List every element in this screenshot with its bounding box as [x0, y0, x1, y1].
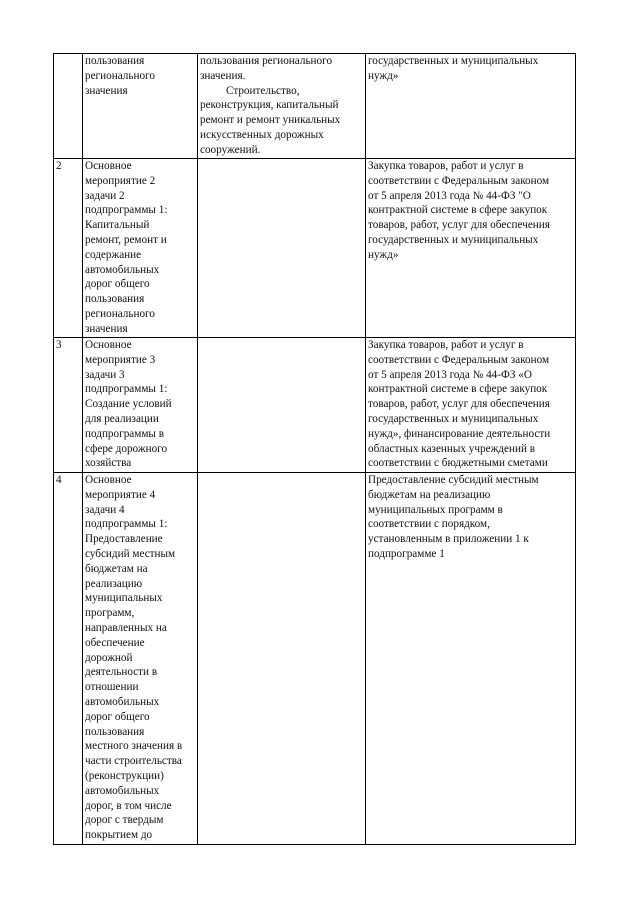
- event-line: части строительства: [85, 755, 182, 768]
- event-line: дорог с твердым: [85, 814, 164, 827]
- row-number-cell: [54, 159, 83, 338]
- mechanism-line: контрактной системе в сфере закупок: [368, 383, 548, 396]
- event-line: дорог общего: [85, 710, 150, 723]
- row-number: 4: [56, 474, 62, 486]
- event-line: хозяйства: [85, 457, 132, 470]
- event-line: дорожной: [85, 651, 133, 664]
- mechanism-line: от 5 апреля 2013 года № 44-ФЗ "О: [368, 189, 531, 202]
- event-line: значения: [85, 84, 128, 97]
- mechanism-line: государственных и муниципальных: [368, 412, 539, 425]
- mechanism-line: соответствии с порядком,: [368, 518, 490, 531]
- event-line: обеспечение: [85, 636, 145, 649]
- mechanism-line: установленным в приложении 1 к: [368, 533, 529, 546]
- content-cell: [198, 54, 366, 159]
- event-line: деятельности в: [85, 666, 158, 679]
- content-line: Строительство,: [226, 84, 300, 97]
- mechanism-line: областных казенных учреждений в: [368, 442, 536, 455]
- event-cell: [83, 159, 198, 338]
- event-line: содержание: [85, 248, 142, 261]
- event-line: подпрограммы в: [85, 427, 165, 440]
- row-number-cell: [54, 338, 83, 473]
- content-line: искусственных дорожных: [200, 128, 324, 141]
- mechanism-line: государственных и муниципальных: [368, 55, 539, 67]
- table-row: [54, 54, 576, 159]
- event-line: значения: [85, 322, 128, 335]
- event-line: покрытием до: [85, 829, 153, 842]
- table-row: [54, 338, 576, 473]
- row-number-cell: [54, 54, 83, 159]
- event-line: сфере дорожного: [85, 442, 168, 455]
- row-number: 2: [56, 160, 62, 172]
- mechanism-line: от 5 апреля 2013 года № 44-ФЗ «О: [368, 368, 532, 381]
- mechanism-line: соответствии с бюджетными сметами: [368, 457, 548, 470]
- event-line: подпрограммы 1:: [85, 383, 168, 396]
- event-cell: [83, 473, 198, 845]
- content-line: пользования регионального: [200, 55, 333, 67]
- table-row: [54, 473, 576, 845]
- event-line: дорог общего: [85, 278, 150, 291]
- event-line: для реализации: [85, 412, 159, 425]
- mechanism-cell: [366, 54, 576, 159]
- mechanism-cell: [366, 338, 576, 473]
- event-line: мероприятие 4: [85, 488, 156, 501]
- mechanism-line: контрактной системе в сфере закупок: [368, 204, 548, 217]
- event-line: пользования: [85, 55, 145, 67]
- row-number: 3: [56, 339, 62, 351]
- content-line: значения.: [200, 69, 246, 82]
- mechanism-cell: [366, 473, 576, 845]
- mechanism-line: соответствии с Федеральным законом: [368, 353, 550, 366]
- row-number-cell: [54, 473, 83, 845]
- content-cell: [198, 338, 366, 473]
- event-line: Предоставление: [85, 533, 163, 546]
- mechanism-line: товаров, работ, услуг для обеспечения: [368, 398, 550, 411]
- event-line: ремонт, ремонт и: [85, 233, 167, 246]
- event-line: задачи 2: [85, 189, 125, 202]
- event-line: автомобильных: [85, 784, 160, 797]
- mechanism-line: Закупка товаров, работ и услуг в: [368, 160, 524, 172]
- mechanism-line: государственных и муниципальных: [368, 233, 539, 246]
- event-line: дорог, в том числе: [85, 799, 172, 812]
- content-line: ремонт и ремонт уникальных: [200, 114, 341, 127]
- event-line: мероприятие 2: [85, 174, 156, 187]
- content-line: сооружений.: [200, 143, 261, 156]
- mechanism-line: Закупка товаров, работ и услуг в: [368, 339, 524, 351]
- mechanism-line: соответствии с Федеральным законом: [368, 174, 550, 187]
- event-line: (реконструкции): [85, 769, 164, 782]
- event-line: мероприятие 3: [85, 353, 156, 366]
- content-line: реконструкция, капитальный: [200, 99, 339, 112]
- event-line: Основное: [85, 339, 132, 351]
- event-line: пользования: [85, 725, 145, 738]
- mechanism-line: нужд»: [368, 69, 399, 82]
- event-line: программ,: [85, 607, 135, 620]
- event-line: подпрограммы 1:: [85, 204, 168, 217]
- event-line: регионального: [85, 69, 155, 82]
- event-line: муниципальных: [85, 592, 163, 605]
- event-line: Основное: [85, 160, 132, 172]
- event-line: субсидий местным: [85, 547, 176, 560]
- event-line: автомобильных: [85, 263, 160, 276]
- event-line: автомобильных: [85, 695, 160, 708]
- event-line: местного значения в: [85, 740, 183, 753]
- mechanism-line: бюджетам на реализацию: [368, 488, 491, 501]
- program-measures-table: [53, 53, 576, 845]
- event-line: Капитальный: [85, 219, 150, 232]
- mechanism-cell: [366, 159, 576, 338]
- mechanism-line: нужд», финансирование деятельности: [368, 427, 551, 440]
- event-line: реализацию: [85, 577, 143, 590]
- event-line: Создание условий: [85, 398, 172, 411]
- table-row: [54, 159, 576, 338]
- mechanism-line: подпрограмме 1: [368, 547, 445, 560]
- mechanism-line: Предоставление субсидий местным: [368, 474, 539, 486]
- content-cell: [198, 473, 366, 845]
- content-cell: [198, 159, 366, 338]
- mechanism-line: нужд»: [368, 248, 399, 261]
- mechanism-line: товаров, работ, услуг для обеспечения: [368, 219, 550, 232]
- event-line: направленных на: [85, 621, 167, 634]
- event-line: регионального: [85, 307, 155, 320]
- event-line: подпрограммы 1:: [85, 518, 168, 531]
- event-line: пользования: [85, 293, 145, 306]
- event-cell: [83, 54, 198, 159]
- event-line: бюджетам на: [85, 562, 148, 575]
- event-line: задачи 4: [85, 503, 125, 516]
- event-line: задачи 3: [85, 368, 125, 381]
- event-line: отношении: [85, 681, 139, 694]
- event-cell: [83, 338, 198, 473]
- mechanism-line: муниципальных программ в: [368, 503, 503, 516]
- event-line: Основное: [85, 474, 132, 486]
